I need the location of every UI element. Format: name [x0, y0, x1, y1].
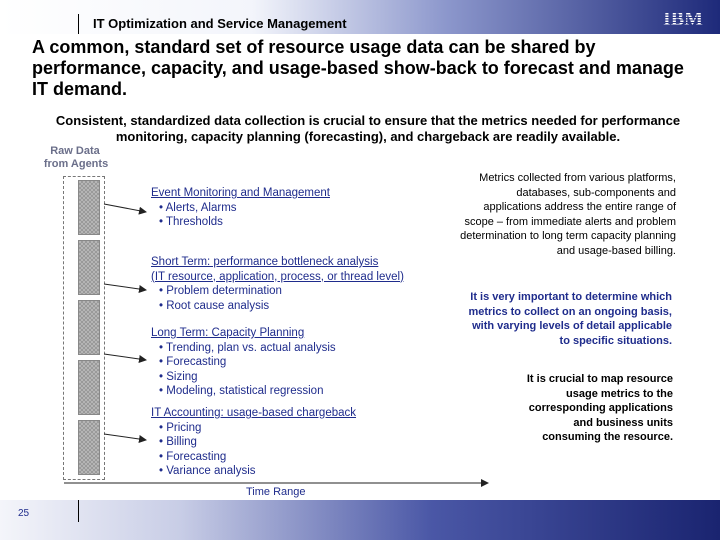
bullet-item: • Pricing — [159, 421, 202, 434]
importance-note: It is very important to determine which metrics to collect on an ongoing basis, with varying levels of detail applicable to specific situations. — [468, 291, 672, 347]
raw-data-label-1: Raw Data — [50, 145, 100, 157]
bullet-item: • Problem determination — [159, 285, 282, 298]
ibm-logo-text: IBM — [663, 8, 703, 28]
section-heading: Short Term: performance bottleneck analysis — [151, 256, 379, 268]
bullet-item: • Thresholds — [159, 216, 223, 229]
headline: A common, standard set of resource usage data can be shared by performance, capacity, and usage-based show-back to forecast and manage IT demand. — [32, 37, 684, 99]
arrow-long-term — [104, 354, 146, 360]
bullet-item: • Forecasting — [159, 356, 227, 369]
section-long-term — [151, 326, 336, 399]
metrics-note: Metrics collected from various platforms, databases, sub-components and applications address the entire range of scope – from immediate alerts and problem determination to long term capacity planning and usage-based billing. — [460, 172, 676, 257]
arrow-short-term — [104, 284, 146, 290]
raw-data-label-2: from Agents — [43, 158, 109, 170]
footer-divider — [78, 500, 79, 522]
section-heading-2: (IT resource, application, process, or thread level) — [151, 270, 404, 283]
arrow-accounting — [104, 434, 146, 440]
arrow-event — [104, 204, 146, 212]
bullet-item: • Trending, plan vs. actual analysis — [159, 341, 336, 354]
bullet-item: • Variance analysis — [159, 465, 256, 478]
section-short-term — [151, 255, 404, 313]
bullet-item: • Forecasting — [159, 450, 227, 463]
bullet-item: • Alerts, Alarms — [159, 201, 237, 214]
section-it-accounting — [151, 406, 356, 479]
bullet-item: • Root cause analysis — [159, 299, 270, 312]
subheadline: Consistent, standardized data collection is crucial to ensure that the metrics needed for performance monitoring, capacity planning (forecasting), and chargeback are readily available. — [55, 113, 681, 144]
footer-bar — [0, 500, 720, 540]
time-range-label: Time Range — [246, 486, 306, 498]
bullet-item: • Billing — [159, 436, 197, 449]
mapping-note: It is crucial to map resource usage metrics to the corresponding applications and business units consuming the resource. — [526, 373, 673, 444]
bullet-item: • Sizing — [159, 370, 198, 383]
section-heading: Long Term: Capacity Planning — [151, 327, 305, 339]
header-title: IT Optimization and Service Management — [93, 16, 347, 31]
section-heading: Event Monitoring and Management — [151, 187, 330, 199]
bullet-item: • Modeling, statistical regression — [159, 385, 324, 398]
section-heading: IT Accounting: usage-based chargeback — [151, 407, 357, 419]
section-event-monitoring — [151, 186, 330, 230]
page-number: 25 — [18, 508, 30, 519]
